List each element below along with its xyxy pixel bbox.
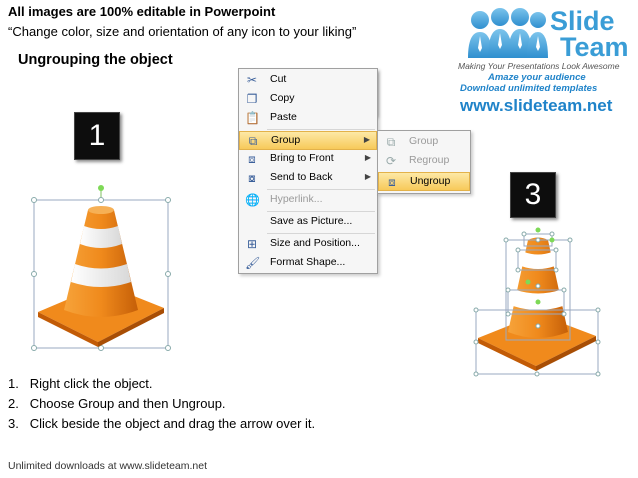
submenu-item-group[interactable] bbox=[378, 133, 470, 152]
menu-separator bbox=[267, 233, 375, 234]
menu-separator bbox=[267, 211, 375, 212]
submenu-item-regroup[interactable] bbox=[378, 152, 470, 171]
step-3-badge: 3 bbox=[510, 172, 556, 218]
group-icon: ⧉ bbox=[386, 135, 396, 149]
copy-icon: ❐ bbox=[246, 92, 258, 106]
header-line-2: “Change color, size and orientation of any icon to your liking” bbox=[8, 24, 357, 39]
menu-item-label: Size and Position... bbox=[270, 237, 360, 249]
traffic-cone-icon[interactable] bbox=[28, 184, 174, 354]
submenu-item-label: Regroup bbox=[409, 154, 450, 166]
menu-item-bring-to-front[interactable] bbox=[239, 150, 377, 169]
send-to-back-icon: ⧇ bbox=[248, 171, 256, 185]
logo-word-team: Team bbox=[560, 32, 629, 62]
context-menu bbox=[238, 68, 378, 274]
menu-item-label: Copy bbox=[270, 92, 295, 104]
step-item: 3. Click beside the object and drag the arrow over it. bbox=[8, 416, 316, 431]
group-submenu bbox=[377, 130, 471, 194]
menu-item-label: Hyperlink... bbox=[270, 193, 323, 205]
menu-item-hyperlink[interactable] bbox=[239, 191, 377, 210]
regroup-icon: ⟳ bbox=[385, 154, 397, 168]
chevron-right-icon: ▶ bbox=[364, 172, 371, 181]
menu-item-group[interactable] bbox=[239, 131, 377, 150]
menu-separator bbox=[267, 129, 375, 130]
menu-item-format-shape[interactable] bbox=[239, 254, 377, 273]
submenu-item-ungroup[interactable] bbox=[378, 172, 470, 191]
chevron-right-icon: ▶ bbox=[363, 135, 370, 144]
menu-item-label: Bring to Front bbox=[270, 152, 334, 164]
bring-to-front-icon: ⧈ bbox=[248, 152, 256, 166]
people-logo-icon bbox=[466, 6, 548, 58]
menu-item-label: Save as Picture... bbox=[270, 215, 353, 227]
format-shape-icon: 🖌 bbox=[245, 256, 261, 270]
chevron-right-icon: ▶ bbox=[364, 153, 371, 162]
step-1-badge: 1 bbox=[74, 112, 120, 160]
ungrouped-traffic-cone-icon[interactable] bbox=[468, 226, 612, 380]
submenu-item-label: Ungroup bbox=[410, 175, 451, 187]
footer-text: Unlimited downloads at www.slideteam.net bbox=[8, 460, 208, 472]
promo-line-1: Amaze your audience bbox=[488, 72, 586, 83]
menu-item-save-as-picture[interactable] bbox=[239, 213, 377, 232]
ungroup-icon: ⧈ bbox=[388, 175, 396, 189]
menu-item-label: Group bbox=[271, 134, 301, 146]
menu-item-label: Send to Back bbox=[270, 171, 333, 183]
menu-separator bbox=[267, 189, 375, 190]
menu-item-label: Format Shape... bbox=[270, 256, 346, 268]
group-icon: ⧉ bbox=[248, 134, 258, 148]
size-position-icon: ⊞ bbox=[246, 237, 258, 251]
hyperlink-icon: 🌐 bbox=[245, 193, 260, 207]
paste-icon: 📋 bbox=[245, 111, 260, 125]
menu-item-send-to-back[interactable] bbox=[239, 169, 377, 188]
logo-url: www.slideteam.net bbox=[460, 96, 613, 115]
menu-item-label: Paste bbox=[270, 111, 297, 123]
submenu-item-label: Group bbox=[409, 135, 439, 147]
promo-line-2: Download unlimited templates bbox=[460, 83, 598, 94]
steps-list bbox=[8, 374, 315, 434]
scissors-icon: ✂ bbox=[246, 73, 258, 87]
logo-word-slide: Slide bbox=[550, 6, 615, 36]
section-title: Ungrouping the object bbox=[18, 52, 173, 68]
header-line-1: All images are 100% editable in Powerpoint bbox=[8, 4, 276, 19]
menu-item-copy[interactable] bbox=[239, 90, 377, 109]
step-item: 2. Choose Group and then Ungroup. bbox=[8, 396, 226, 411]
menu-item-size-and-position[interactable] bbox=[239, 235, 377, 254]
menu-item-label: Cut bbox=[270, 73, 287, 85]
menu-item-paste[interactable] bbox=[239, 109, 377, 128]
step-item: 1. Right click the object. bbox=[8, 376, 153, 391]
logo-tagline: Making Your Presentations Look Awesome bbox=[458, 61, 620, 71]
menu-item-cut[interactable] bbox=[239, 71, 377, 90]
